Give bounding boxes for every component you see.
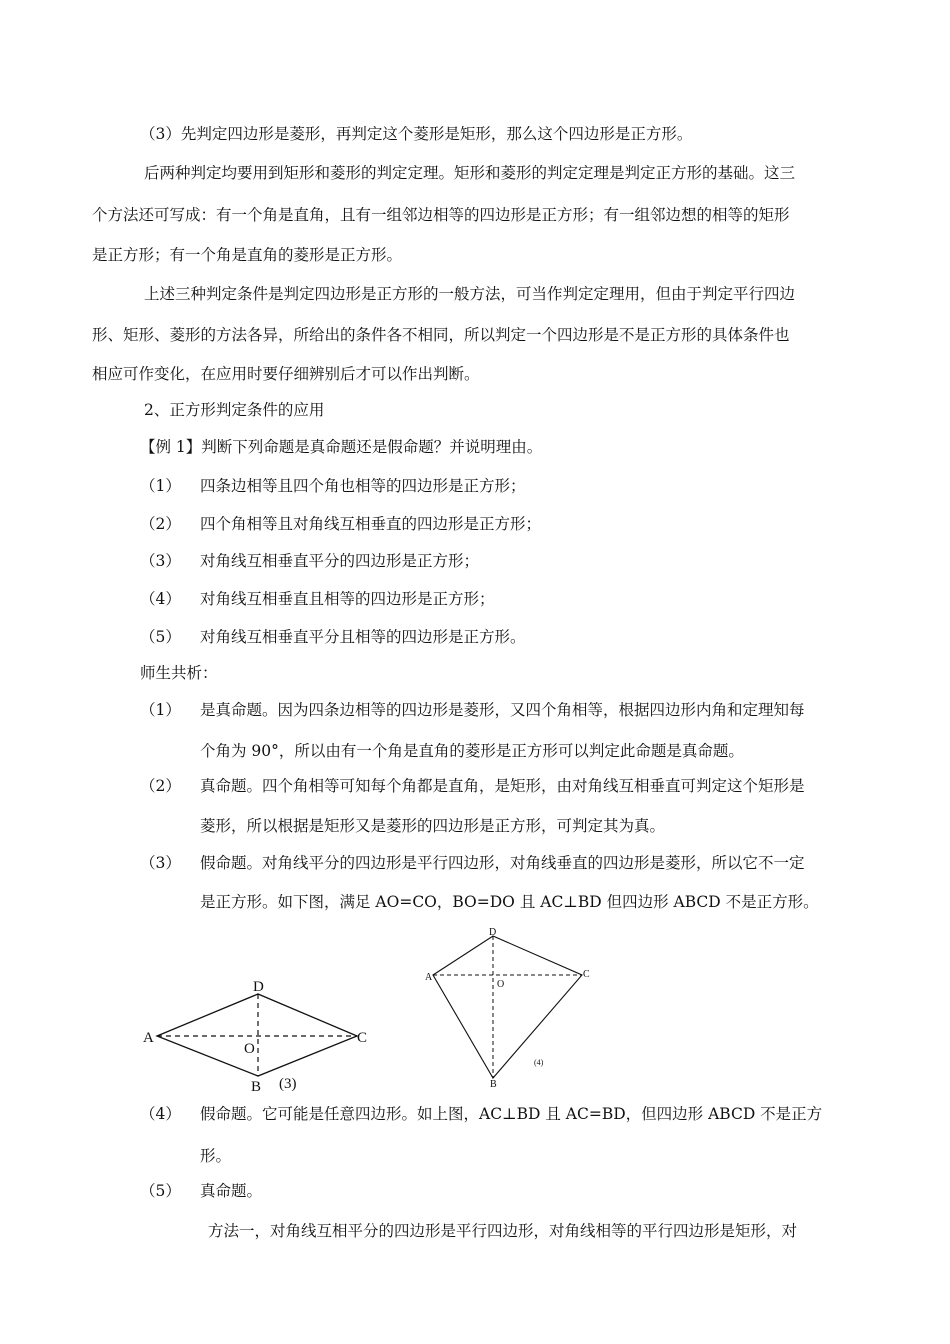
figure-kite: [424, 925, 594, 1090]
proposition-text: 四条边相等且四个角也相等的四边形是正方形；: [200, 477, 526, 495]
answer-text: 真命题。四个角相等可知每个角都是直角，是矩形，由对角线互相垂直可判定这个矩形是: [200, 777, 805, 795]
figure-rhombus: [140, 975, 368, 1095]
answer-text: 假命题。它可能是任意四边形。如上图，AC⊥BD 且 AC=BD，但四边形 ABCD 不是正方: [200, 1105, 823, 1123]
answer-number: （4）: [140, 1105, 181, 1123]
proposition-number: （2）: [140, 515, 181, 533]
paragraph-line: 是正方形；有一个角是直角的菱形是正方形。: [92, 246, 403, 264]
analysis-heading: 师生共析：: [140, 664, 218, 682]
answer-text: 形。: [200, 1147, 232, 1165]
answer-number: （1）: [140, 701, 181, 719]
label-a: A: [143, 1030, 154, 1046]
proposition-number: （4）: [140, 590, 181, 608]
label-b: B: [251, 1079, 262, 1095]
rhombus-outline: [157, 994, 357, 1076]
proposition-number: （5）: [140, 628, 181, 646]
proposition-text: 四个角相等且对角线互相垂直的四边形是正方形；: [200, 515, 542, 533]
label-d: D: [489, 927, 497, 938]
paragraph-line: 形、矩形、菱形的方法各异，所给出的条件各不相同，所以判定一个四边形是不是正方形的具体条件也: [92, 326, 790, 344]
answer-text: 假命题。对角线平分的四边形是平行四边形，对角线垂直的四边形是菱形，所以它不一定: [200, 854, 805, 872]
method-paragraph: 方法一，对角线互相平分的四边形是平行四边形，对角线相等的平行四边形是矩形，对: [208, 1222, 798, 1240]
paragraph-line: 个方法还可写成：有一个角是直角，且有一组邻边相等的四边形是正方形；有一组邻边想的相等的矩形: [92, 206, 790, 224]
paragraph-line: （3）先判定四边形是菱形，再判定这个菱形是矩形，那么这个四边形是正方形。: [140, 125, 693, 143]
paragraph-line: 后两种判定均要用到矩形和菱形的判定定理。矩形和菱形的判定定理是判定正方形的基础。这三: [144, 164, 796, 182]
answer-text: 真命题。: [200, 1182, 263, 1200]
label-o: O: [497, 979, 505, 990]
proposition-text: 对角线互相垂直且相等的四边形是正方形；: [200, 590, 495, 608]
answer-text: 是正方形。如下图，满足 AO=CO，BO=DO 且 AC⊥BD 但四边形 ABCD 不是正方形。: [200, 893, 819, 911]
label-c: C: [357, 1030, 368, 1046]
answer-text: 是真命题。因为四条边相等的四边形是菱形，又四个角相等，根据四边形内角和定理知每: [200, 701, 805, 719]
label-d: D: [253, 979, 264, 995]
answer-text: 菱形，所以根据是矩形又是菱形的四边形是正方形，可判定其为真。: [200, 817, 666, 835]
answer-number: （2）: [140, 777, 181, 795]
label-b: B: [490, 1079, 497, 1090]
label-a: A: [425, 972, 433, 983]
figure-caption: (4): [534, 1058, 544, 1067]
label-o: O: [244, 1041, 255, 1057]
answer-number: （5）: [140, 1182, 181, 1200]
paragraph-line: 上述三种判定条件是判定四边形是正方形的一般方法，可当作判定定理用，但由于判定平行四边: [144, 285, 796, 303]
proposition-number: （1）: [140, 477, 181, 495]
proposition-number: （3）: [140, 552, 181, 570]
answer-text: 个角为 90°，所以由有一个角是直角的菱形是正方形可以判定此命题是真命题。: [200, 742, 744, 760]
paragraph-line: 相应可作变化，在应用时要仔细辨别后才可以作出判断。: [92, 365, 480, 383]
answer-number: （3）: [140, 854, 181, 872]
proposition-text: 对角线互相垂直平分的四边形是正方形；: [200, 552, 480, 570]
example-heading: 【例 1】判断下列命题是真命题还是假命题？并说明理由。: [140, 438, 543, 456]
section-heading: 2、正方形判定条件的应用: [144, 401, 325, 419]
figure-caption: (3): [279, 1076, 297, 1092]
label-c: C: [583, 969, 590, 980]
proposition-text: 对角线互相垂直平分且相等的四边形是正方形。: [200, 628, 526, 646]
kite-outline: [433, 936, 582, 1078]
